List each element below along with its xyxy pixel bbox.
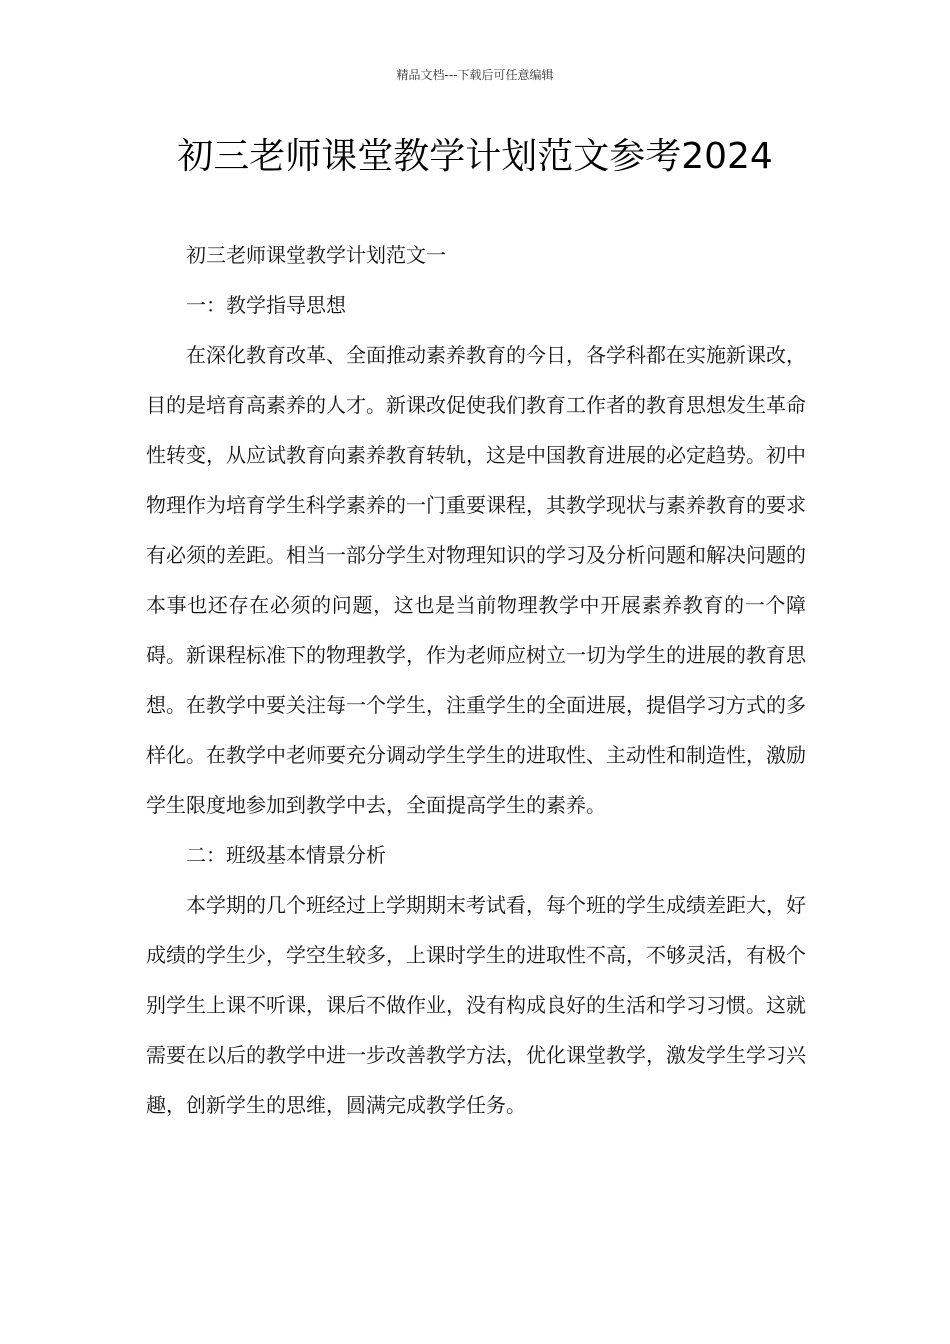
paragraph-1: 在深化教育改革、全面推动素养教育的今日，各学科都在实施新课改，目的是培育高素养的人才。新课改促使我们教育工作者的教育思想发生革命性转变，从应试教育向素养教育转轨，这是中国教育进展的必定趋势。初中物理作为培育学生科学素养的一门重要课程，其教学现状与素养教育的要求有必须的差距。相当一部分学生对物理知识的学习及分析问题和解决问题的本事也还存在必须的问题，这也是当前物理教学中开展素养教育的一个障碍。新课程标准下的物理教学，作为老师应树立一切为学生的进展的教育思想。在教学中要关注每一个学生，注重学生的全面进展，提倡学习方式的多样化。在教学中老师要充分调动学生学生的进取性、主动性和制造性，激励学生限度地参加到教学中去，全面提高学生的素养。 — [146, 343, 806, 817]
paragraph-2: 本学期的几个班经过上学期期末考试看，每个班的学生成绩差距大，好成绩的学生少，学空生较多，上课时学生的进取性不高，不够灵活，有极个别学生上课不听课，课后不做作业，没有构成良好的生活和学习习惯。这就需要在以后的教学中进一步改善教学方法，优化课堂教学，激发学生学习兴趣，创新学生的思维，圆满完成教学任务。 — [146, 893, 806, 1117]
section-heading-2: 二：班级基本情景分析 — [186, 843, 386, 867]
document-body — [146, 230, 806, 1130]
header-note: 精品文档---下载后可任意编辑 — [396, 68, 554, 82]
document-title: 初三老师课堂教学计划范文参考2024 — [177, 136, 773, 177]
section-heading-1: 一：教学指导思想 — [186, 293, 346, 317]
section-subtitle: 初三老师课堂教学计划范文一 — [186, 243, 446, 267]
